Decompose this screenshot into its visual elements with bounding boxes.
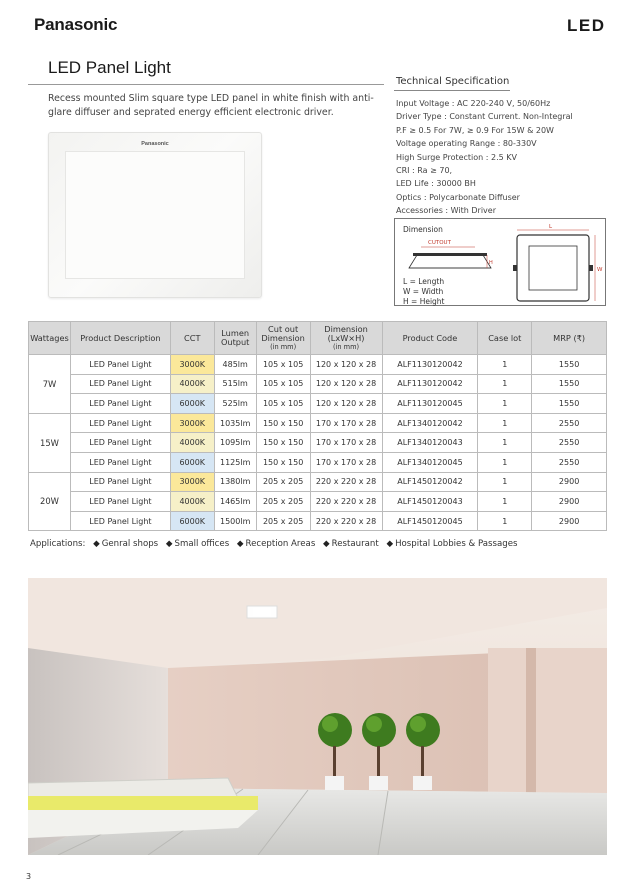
applications-line: Applications: ◆ Genral shops ◆ Small offices ◆ Reception Areas ◆ Restaurant ◆ Hospital Lobbies & Passages <box>30 539 518 549</box>
spec-item: Accessories : With Driver <box>396 206 496 216</box>
cct-cell: 4000K <box>170 433 214 453</box>
header-cct: CCT <box>170 322 214 355</box>
table-row <box>29 413 607 433</box>
product-code-cell: ALF1130120045 <box>382 394 478 414</box>
technical-spec-title: Technical Specification <box>396 76 510 87</box>
product-table <box>28 321 607 531</box>
dimension-diagram <box>394 218 606 306</box>
cutout-cell: 105 x 105 <box>256 374 310 394</box>
description-cell: LED Panel Light <box>70 394 170 414</box>
product-code-cell: ALF1130120042 <box>382 355 478 375</box>
cutout-cell: 105 x 105 <box>256 394 310 414</box>
legend-length: L = Length <box>403 277 445 286</box>
product-code-cell: ALF1340120045 <box>382 452 478 472</box>
description-cell: LED Panel Light <box>70 472 170 492</box>
spec-item: P.F ≥ 0.5 For 7W, ≥ 0.9 For 15W & 20W <box>396 125 554 135</box>
application-item: Small offices <box>174 539 230 549</box>
dimension-cell: 220 x 220 x 28 <box>310 511 382 531</box>
table-row <box>29 492 607 512</box>
brand-logo: Panasonic <box>34 15 118 34</box>
spec-item: Driver Type : Constant Current. Non-Integral <box>396 112 573 122</box>
cutout-cell: 150 x 150 <box>256 433 310 453</box>
dim-line1: Dimension <box>324 323 368 334</box>
dimension-cell: 170 x 170 x 28 <box>310 452 382 472</box>
header-cutout <box>256 322 310 355</box>
description-cell: LED Panel Light <box>70 511 170 531</box>
mrp-cell: 2550 <box>532 413 607 433</box>
lumen-cell: 1380lm <box>214 472 256 492</box>
wattage-cell: 15W <box>29 413 71 472</box>
product-code-cell: ALF1450120043 <box>382 492 478 512</box>
dimension-legend <box>403 277 444 307</box>
cutout-label: CUTOUT <box>428 240 451 246</box>
mrp-cell: 1550 <box>532 394 607 414</box>
lumen-cell: 1095lm <box>214 433 256 453</box>
product-code-cell: ALF1340120042 <box>382 413 478 433</box>
spec-item: Voltage operating Range : 80-330V <box>396 139 537 149</box>
lumen-cell: 1125lm <box>214 452 256 472</box>
case-lot-cell: 1 <box>478 492 532 512</box>
lumen-cell: 1500lm <box>214 511 256 531</box>
dimension-cell: 220 x 220 x 28 <box>310 472 382 492</box>
technical-spec-list <box>396 97 573 218</box>
spec-item: LED Life : 30000 BH <box>396 179 476 189</box>
product-title: LED Panel Light <box>48 58 171 77</box>
table-row <box>29 394 607 414</box>
w-label: W <box>597 267 603 273</box>
description-cell: LED Panel Light <box>70 433 170 453</box>
spec-divider <box>394 90 510 91</box>
cct-cell: 3000K <box>170 355 214 375</box>
cct-cell: 6000K <box>170 511 214 531</box>
lumen-cell: 525lm <box>214 394 256 414</box>
header-product-code: Product Code <box>382 322 478 355</box>
cutout-cell: 105 x 105 <box>256 355 310 375</box>
panel-diffuser <box>65 151 245 279</box>
table-row <box>29 452 607 472</box>
applications-label: Applications: <box>30 539 86 549</box>
product-code-cell: ALF1450120045 <box>382 511 478 531</box>
wattage-cell: 20W <box>29 472 71 531</box>
dim-line2: (LxW×H) <box>327 332 365 343</box>
case-lot-cell: 1 <box>478 511 532 531</box>
interior-room-photo <box>28 578 607 855</box>
application-item: Hospital Lobbies & Passages <box>395 539 518 549</box>
case-lot-cell: 1 <box>478 394 532 414</box>
legend-width: W = Width <box>403 287 444 296</box>
lumen-line2: Output <box>220 337 250 347</box>
cutout-cell: 205 x 205 <box>256 511 310 531</box>
cct-cell: 6000K <box>170 452 214 472</box>
cutout-unit: (in mm) <box>270 342 297 351</box>
cct-cell: 6000K <box>170 394 214 414</box>
table-row <box>29 511 607 531</box>
product-code-cell: ALF1130120042 <box>382 374 478 394</box>
panel-brand-label: Panasonic <box>141 141 169 147</box>
description-cell: LED Panel Light <box>70 355 170 375</box>
cutout-cell: 150 x 150 <box>256 413 310 433</box>
product-code-cell: ALF1340120043 <box>382 433 478 453</box>
mrp-cell: 1550 <box>532 355 607 375</box>
case-lot-cell: 1 <box>478 374 532 394</box>
application-item: Reception Areas <box>245 539 316 549</box>
h-label: H <box>489 260 493 266</box>
led-panel-product-image <box>48 132 262 298</box>
product-code-cell: ALF1450120042 <box>382 472 478 492</box>
case-lot-cell: 1 <box>478 452 532 472</box>
legend-height: H = Height <box>403 297 445 306</box>
mrp-cell: 2900 <box>532 492 607 512</box>
lumen-cell: 1035lm <box>214 413 256 433</box>
dimension-cell: 120 x 120 x 28 <box>310 374 382 394</box>
table-row <box>29 355 607 375</box>
application-item: Genral shops <box>101 539 159 549</box>
mrp-cell: 2550 <box>532 433 607 453</box>
cct-cell: 4000K <box>170 492 214 512</box>
lumen-cell: 1465lm <box>214 492 256 512</box>
dimension-cell: 170 x 170 x 28 <box>310 413 382 433</box>
cct-cell: 3000K <box>170 472 214 492</box>
case-lot-cell: 1 <box>478 413 532 433</box>
cutout-line1: Cut out <box>268 323 299 334</box>
header-description: Product Description <box>70 322 170 355</box>
title-divider <box>28 84 384 85</box>
wattage-cell: 7W <box>29 355 71 414</box>
l-label: L <box>549 224 553 230</box>
room-illustration <box>28 578 607 855</box>
lumen-cell: 515lm <box>214 374 256 394</box>
application-item: Restaurant <box>331 539 379 549</box>
spec-item: High Surge Protection : 2.5 KV <box>396 152 518 162</box>
cutout-cell: 205 x 205 <box>256 492 310 512</box>
mrp-cell: 2550 <box>532 452 607 472</box>
dim-unit: (in mm) <box>333 342 360 351</box>
header-lumen <box>214 322 256 355</box>
dimension-title: Dimension <box>403 225 443 234</box>
led-category-logo: LED <box>567 16 606 35</box>
header-mrp: MRP (₹) <box>532 322 607 355</box>
case-lot-cell: 1 <box>478 355 532 375</box>
dimension-cell: 220 x 220 x 28 <box>310 492 382 512</box>
cct-cell: 3000K <box>170 413 214 433</box>
spec-item: Input Voltage : AC 220-240 V, 50/60Hz <box>396 99 551 108</box>
page-number: 3 <box>26 872 32 881</box>
mrp-cell: 2900 <box>532 511 607 531</box>
spec-item: CRI : Ra ≥ 70, <box>396 166 453 176</box>
cct-cell: 4000K <box>170 374 214 394</box>
description-cell: LED Panel Light <box>70 413 170 433</box>
cutout-cell: 150 x 150 <box>256 452 310 472</box>
lumen-cell: 485lm <box>214 355 256 375</box>
description-cell: LED Panel Light <box>70 492 170 512</box>
header-dimension <box>310 322 382 355</box>
mrp-cell: 1550 <box>532 374 607 394</box>
dimension-cell: 170 x 170 x 28 <box>310 433 382 453</box>
spec-item: Optics : Polycarbonate Diffuser <box>396 192 520 202</box>
table-row <box>29 433 607 453</box>
table-header-row <box>29 322 607 355</box>
cutout-cell: 205 x 205 <box>256 472 310 492</box>
dimension-cell: 120 x 120 x 28 <box>310 355 382 375</box>
description-cell: LED Panel Light <box>70 452 170 472</box>
description-cell: LED Panel Light <box>70 374 170 394</box>
table-row <box>29 374 607 394</box>
lumen-line1: Lumen <box>221 328 250 338</box>
case-lot-cell: 1 <box>478 472 532 492</box>
product-description: Recess mounted Slim square type LED panel in white finish with anti-glare diffuser and seprated energy efficient electronic driver. <box>48 93 374 118</box>
header-case-lot: Case lot <box>478 322 532 355</box>
case-lot-cell: 1 <box>478 433 532 453</box>
mrp-cell: 2900 <box>532 472 607 492</box>
table-row <box>29 472 607 492</box>
dimension-cell: 120 x 120 x 28 <box>310 394 382 414</box>
cutout-line2: Dimension <box>261 332 305 343</box>
header-wattage: Wattages <box>29 322 71 355</box>
